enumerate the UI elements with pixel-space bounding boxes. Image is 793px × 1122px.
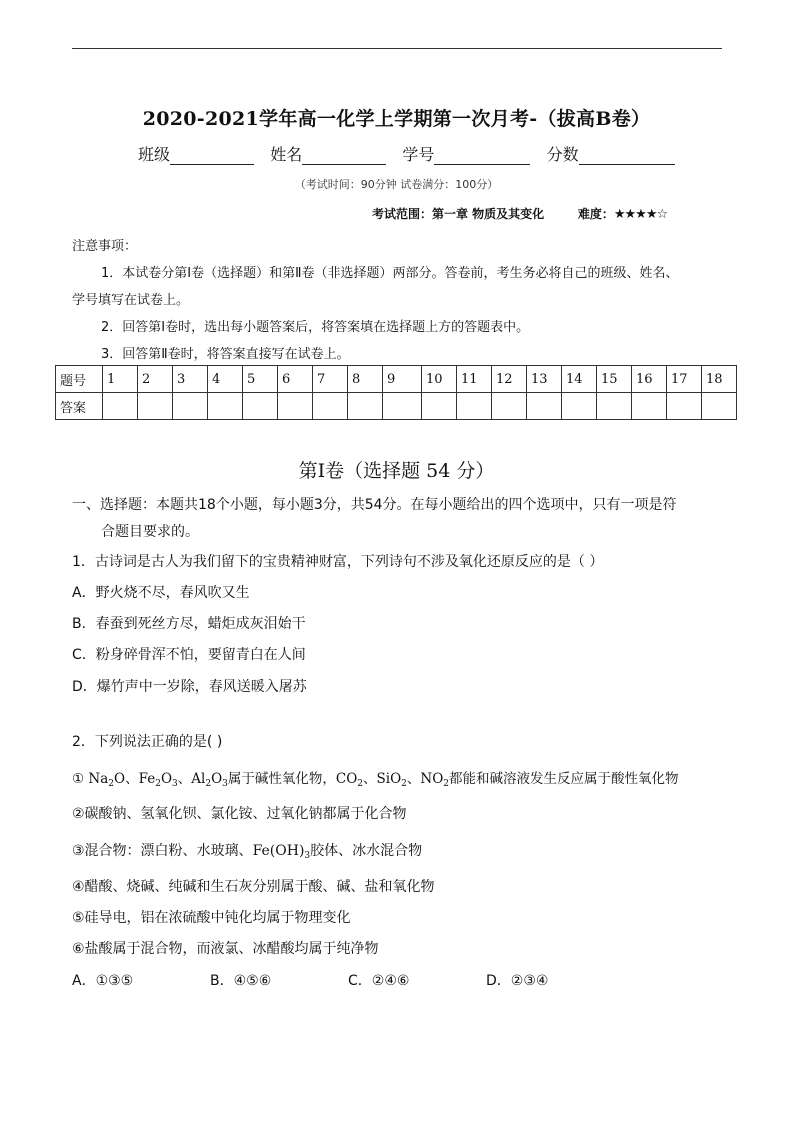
question-number-cell: 16 xyxy=(632,366,667,393)
question-number-cell: 2 xyxy=(138,366,173,393)
answer-cell[interactable] xyxy=(383,393,422,420)
q1-option-d: D．爆竹声中一岁除，春风送暖入屠苏 xyxy=(72,679,307,695)
question-number-cell: 15 xyxy=(597,366,632,393)
q1-option-a: A．野火烧不尽，春风吹又生 xyxy=(72,585,250,601)
question-number-cell: 18 xyxy=(702,366,737,393)
notice-item-3: 3．回答第Ⅱ卷时，将答案直接写在试卷上。 xyxy=(101,347,350,362)
student-id-label: 学号 xyxy=(402,145,435,164)
name-field[interactable] xyxy=(302,147,386,165)
q1-option-b: B．春蚕到死丝方尽，蜡炬成灰泪始干 xyxy=(72,616,306,632)
answer-cell[interactable] xyxy=(348,393,383,420)
answer-cell[interactable] xyxy=(702,393,737,420)
formula-co2: $CO_2$ xyxy=(335,771,364,789)
answer-cell[interactable] xyxy=(313,393,348,420)
question-number-cell: 11 xyxy=(457,366,492,393)
formula-al2o3: $Al_2O_3$ xyxy=(191,771,228,789)
header-rule xyxy=(72,48,722,49)
question-number-cell: 9 xyxy=(383,366,422,393)
q2-option-b: B．④⑤⑥ xyxy=(210,973,272,989)
part-intro: 一、选择题：本题共18个小题，每小题3分，共54分。在每小题给出的四个选项中，只有一项是符 xyxy=(72,497,677,513)
notice-heading: 注意事项： xyxy=(72,239,138,254)
question-number-cell: 6 xyxy=(278,366,313,393)
answer-cell[interactable] xyxy=(562,393,597,420)
question-number-cell: 7 xyxy=(313,366,348,393)
notice-item-1: 1．本试卷分第Ⅰ卷（选择题）和第Ⅱ卷（非选择题）两部分。答卷前，考生务必将自己的班级、姓名、 xyxy=(101,266,679,281)
question-number-cell: 13 xyxy=(527,366,562,393)
question-number-cell: 10 xyxy=(422,366,457,393)
formula-fe2o3: $Fe_2O_3$ xyxy=(138,771,178,789)
name-label: 姓名 xyxy=(270,145,303,164)
q2-statement-5: ⑤硅导电，铝在浓硫酸中钝化均属于物理变化 xyxy=(72,910,351,926)
answer-cell[interactable] xyxy=(597,393,632,420)
answer-cell[interactable] xyxy=(492,393,527,420)
question-number-cell: 17 xyxy=(667,366,702,393)
score-label: 分数 xyxy=(546,145,579,164)
statement-marker: ① xyxy=(72,771,85,787)
exam-scope-row xyxy=(372,205,667,222)
class-field[interactable] xyxy=(170,147,254,165)
answer-cell[interactable] xyxy=(103,393,138,420)
formula-feoh3: $Fe(OH)_3$ xyxy=(252,843,311,861)
difficulty-stars: ★★★★☆ xyxy=(613,207,668,222)
answer-row-label: 答案 xyxy=(56,393,103,420)
class-label: 班级 xyxy=(138,145,171,164)
number-row-label: 题号 xyxy=(56,366,103,393)
question-number-cell: 5 xyxy=(243,366,278,393)
answer-table-number-row xyxy=(56,366,737,393)
question-number-cell: 14 xyxy=(562,366,597,393)
q2-stem: 2．下列说法正确的是( ) xyxy=(72,734,223,750)
answer-cell[interactable] xyxy=(632,393,667,420)
student-info-row xyxy=(138,142,675,165)
q2-statement-3: ③混合物：漂白粉、水玻璃、$Fe(OH)_3$胶体、冰水混合物 xyxy=(72,843,423,861)
exam-title: 2020-2021学年高一化学上学期第一次月考-（拔高B卷） xyxy=(142,108,651,130)
student-id-field[interactable] xyxy=(434,147,530,165)
question-number-cell: 3 xyxy=(173,366,208,393)
q2-option-d: D．②③④ xyxy=(486,973,549,989)
answer-table xyxy=(55,365,737,420)
q1-option-c: C．粉身碎骨浑不怕，要留青白在人间 xyxy=(72,647,306,663)
answer-cell[interactable] xyxy=(667,393,702,420)
q1-stem: 1．古诗词是古人为我们留下的宝贵精神财富，下列诗句不涉及氧化还原反应的是（ ） xyxy=(72,554,604,570)
question-number-cell: 4 xyxy=(208,366,243,393)
question-number-cell: 1 xyxy=(103,366,138,393)
answer-cell[interactable] xyxy=(138,393,173,420)
question-number-cell: 8 xyxy=(348,366,383,393)
answer-cell[interactable] xyxy=(457,393,492,420)
formula-na2o: $Na_2O$ xyxy=(88,771,126,789)
q2-statement-4: ④醋酸、烧碱、纯碱和生石灰分别属于酸、碱、盐和氧化物 xyxy=(72,879,435,895)
notice-item-2: 2．回答第Ⅰ卷时，选出每小题答案后，将答案填在选择题上方的答题表中。 xyxy=(101,320,530,335)
question-number-cell: 12 xyxy=(492,366,527,393)
answer-table-answer-row xyxy=(56,393,737,420)
notice-item-1-cont: 学号填写在试卷上。 xyxy=(72,293,190,308)
answer-cell[interactable] xyxy=(208,393,243,420)
answer-cell[interactable] xyxy=(173,393,208,420)
section-title: 第Ⅰ卷（选择题 54 分） xyxy=(298,460,495,482)
q2-option-c: C．②④⑥ xyxy=(348,973,410,989)
answer-cell[interactable] xyxy=(278,393,313,420)
score-field[interactable] xyxy=(579,147,675,165)
difficulty-label: 难度： xyxy=(577,207,614,221)
formula-no2: $NO_2$ xyxy=(420,771,450,789)
q2-statement-6: ⑥盐酸属于混合物，而液氯、冰醋酸均属于纯净物 xyxy=(72,941,379,957)
exam-scope: 考试范围：第一章 物质及其变化 xyxy=(372,207,545,221)
part-intro-cont: 合题目要求的。 xyxy=(101,524,199,540)
answer-cell[interactable] xyxy=(527,393,562,420)
q2-statement-1: ① $Na_2O$、$Fe_2O_3$、$Al_2O_3$属于碱性氧化物，$CO_2$、SiO$_2$、$NO_2$都能和碱溶液发生反应属于酸性氧化物 xyxy=(72,771,679,789)
answer-cell[interactable] xyxy=(422,393,457,420)
exam-time: （考试时间：90分钟 试卷满分：100分） xyxy=(294,178,499,191)
answer-cell[interactable] xyxy=(243,393,278,420)
formula-sio2: SiO$_2$ xyxy=(376,771,407,789)
q2-statement-2: ②碳酸钠、氢氧化钡、氯化铵、过氧化钠都属于化合物 xyxy=(72,806,407,822)
q2-option-a: A．①③⑤ xyxy=(72,973,134,989)
